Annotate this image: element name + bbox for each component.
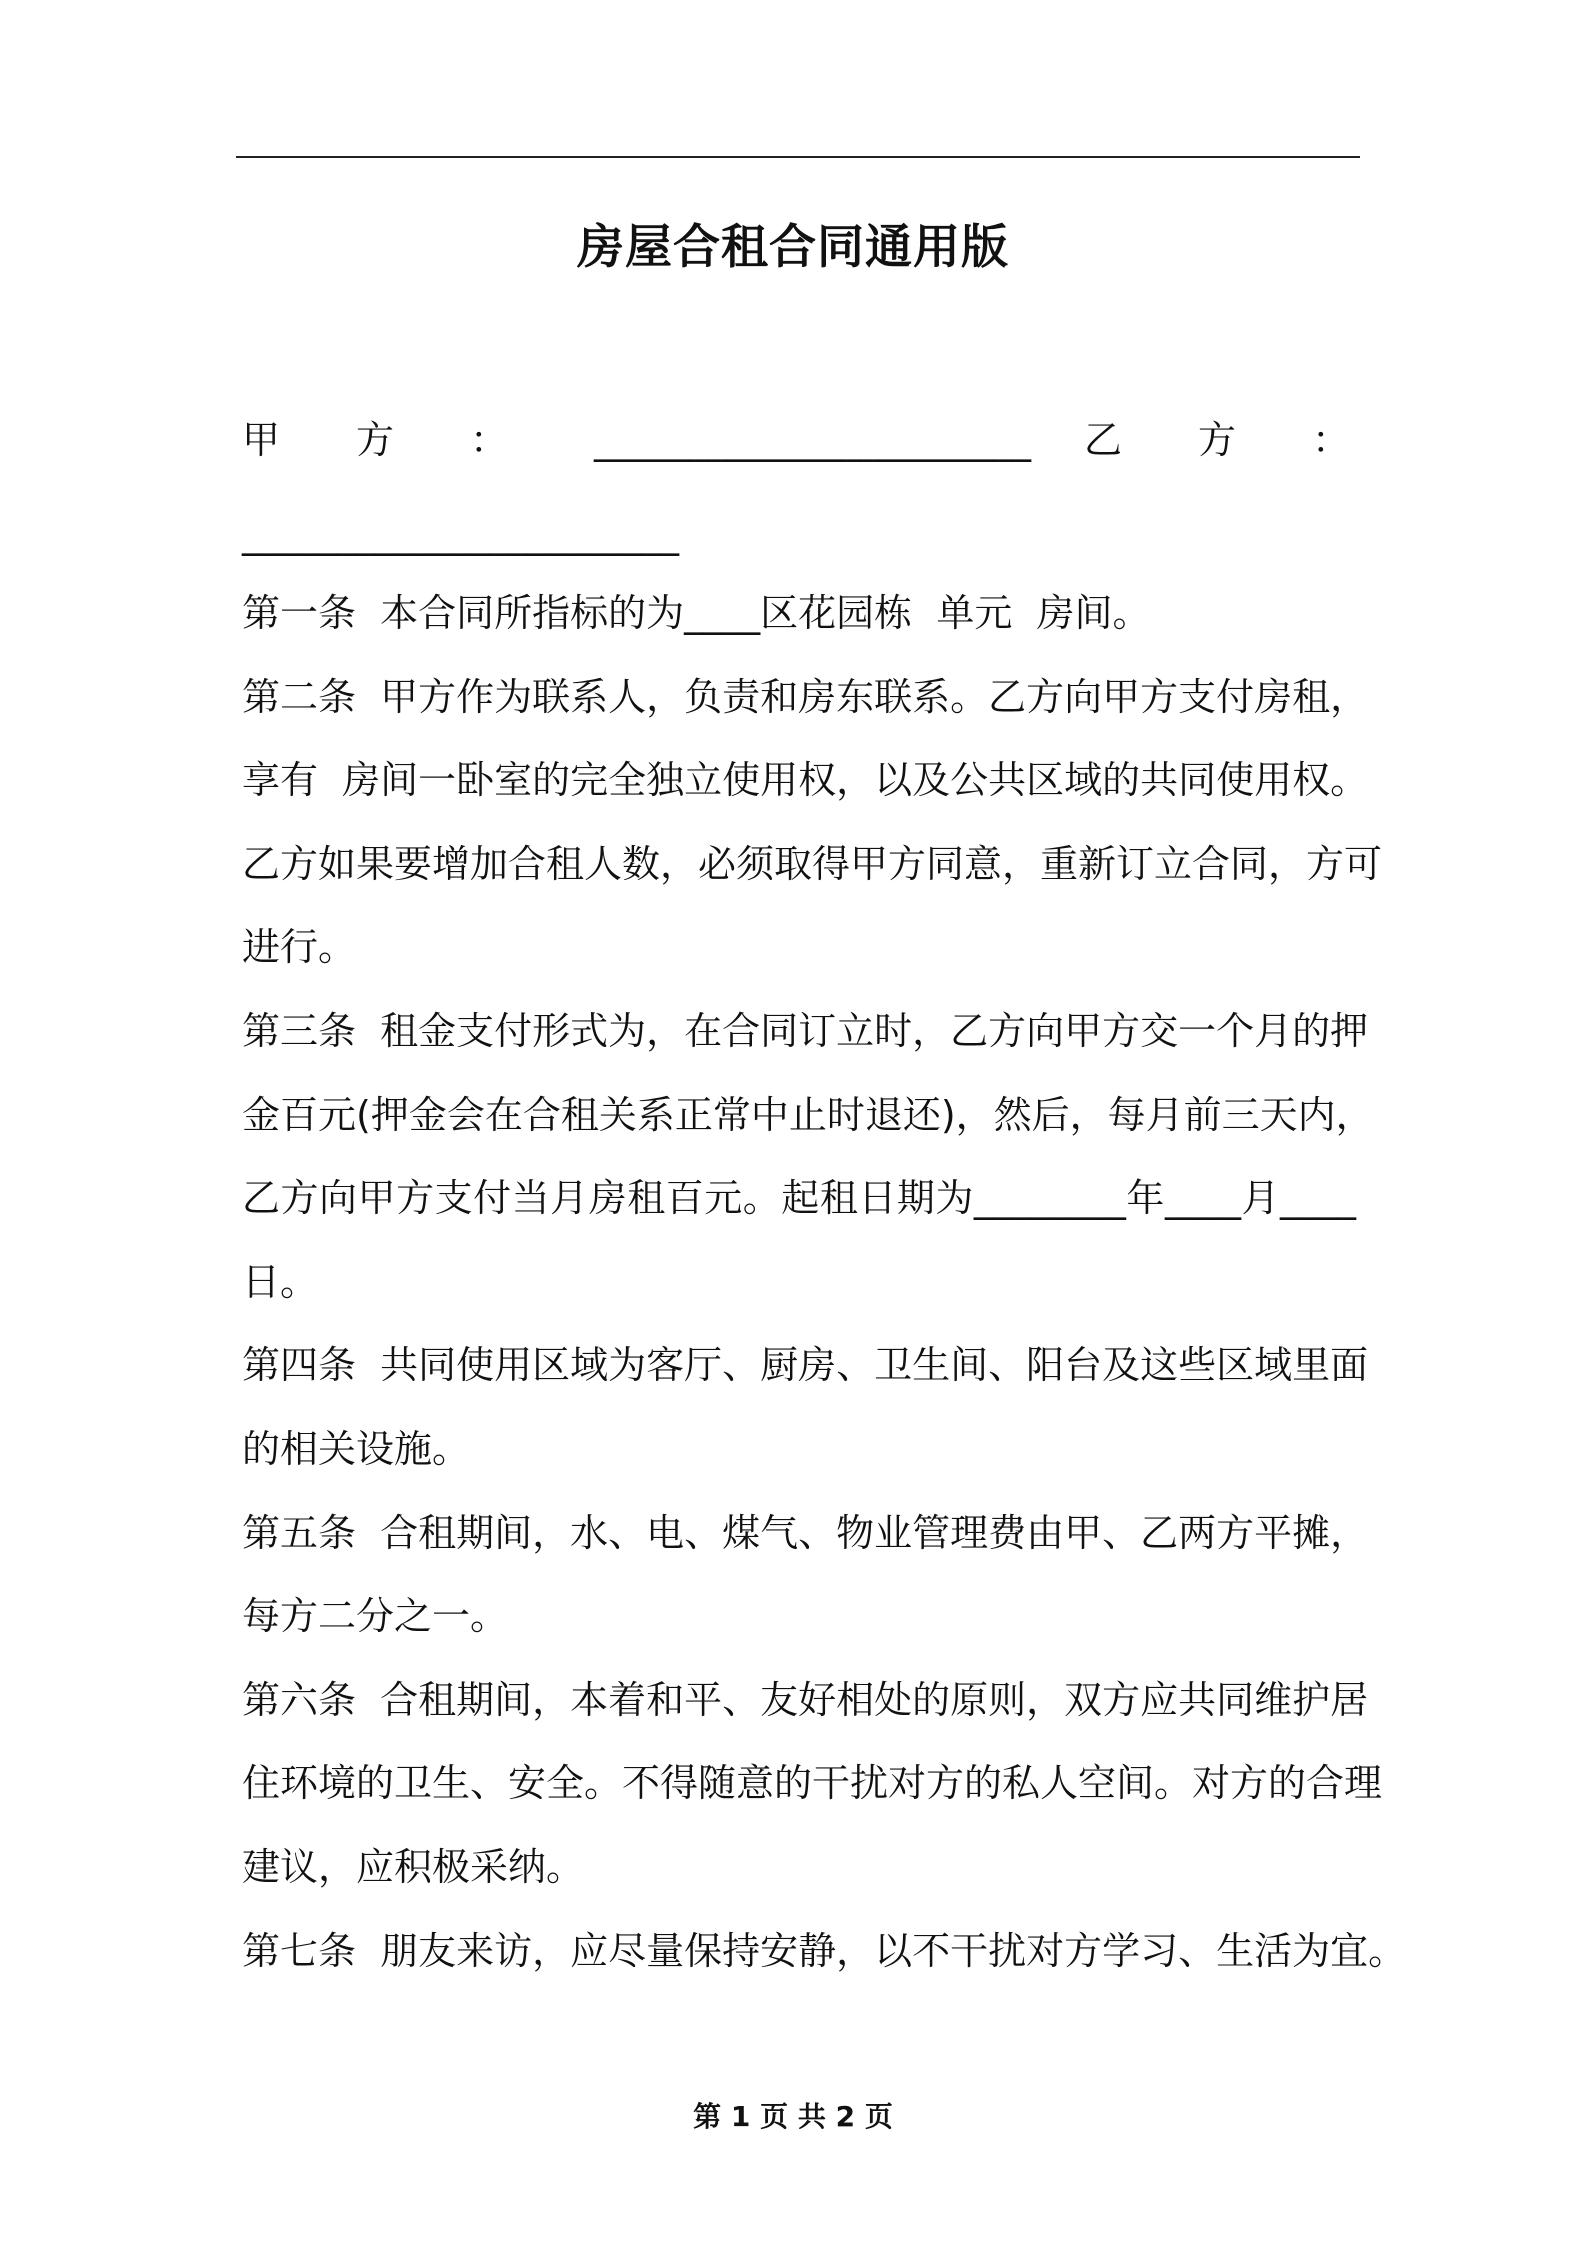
contract-line: 每方二分之一。 [242,1594,509,1639]
contract-line: 乙方如果要增加合租人数，必须取得甲方同意，重新订立合同，方可 [242,841,1383,886]
contract-line: 住环境的卫生、安全。不得随意的干扰对方的私人空间。对方的合理 [242,1761,1383,1806]
parties-line [242,400,1354,480]
contract-line: 享有 房间一卧室的完全独立使用权，以及公共区域的共同使用权。 [242,758,1369,803]
page-footer: 第 1 页 共 2 页 [693,2100,893,2133]
contract-line: 建议，应积极采纳。 [242,1844,585,1889]
party-b-label: 乙 方 ： [1084,418,1351,462]
contract-line: 第六条 合租期间，本着和平、友好相处的原则，双方应共同维护居 [242,1677,1369,1722]
contract-line: 的相关设施。 [242,1426,471,1471]
contract-line: 第四条 共同使用区域为客厅、厨房、卫生间、阳台及这些区域里面 [242,1343,1369,1388]
contract-line: 第二条 甲方作为联系人，负责和房东联系。乙方向甲方支付房租， [242,674,1369,719]
contract-line: 日。 [242,1259,319,1304]
party-a-blank: _______________________ [594,418,1031,462]
party-b-blank: _______________________ [242,512,679,556]
contract-line: 金百元(押金会在合租关系正常中止时退还)，然后，每月前三天内， [242,1092,1374,1137]
contract-line: 进行。 [242,925,357,970]
header-rule [236,156,1360,158]
contract-line: 第五条 合租期间，水、电、煤气、物业管理费由甲、乙两方平摊， [242,1510,1369,1555]
contract-line: 第三条 租金支付形式为，在合同订立时，乙方向甲方交一个月的押 [242,1008,1369,1053]
document-title: 房屋合租合同通用版 [577,220,1009,275]
contract-line: 第一条 本合同所指标的为____区花园栋 单元 房间。 [242,591,1151,635]
contract-line: 第七条 朋友来访，应尽量保持安静，以不干扰对方学习、生活为宜。 [242,1928,1407,1973]
contract-line: 乙方向甲方支付当月房租百元。起租日期为________年____月____ [242,1176,1356,1221]
contract-body [242,572,1407,1993]
party-a-label: 甲 方 ： [242,418,509,462]
